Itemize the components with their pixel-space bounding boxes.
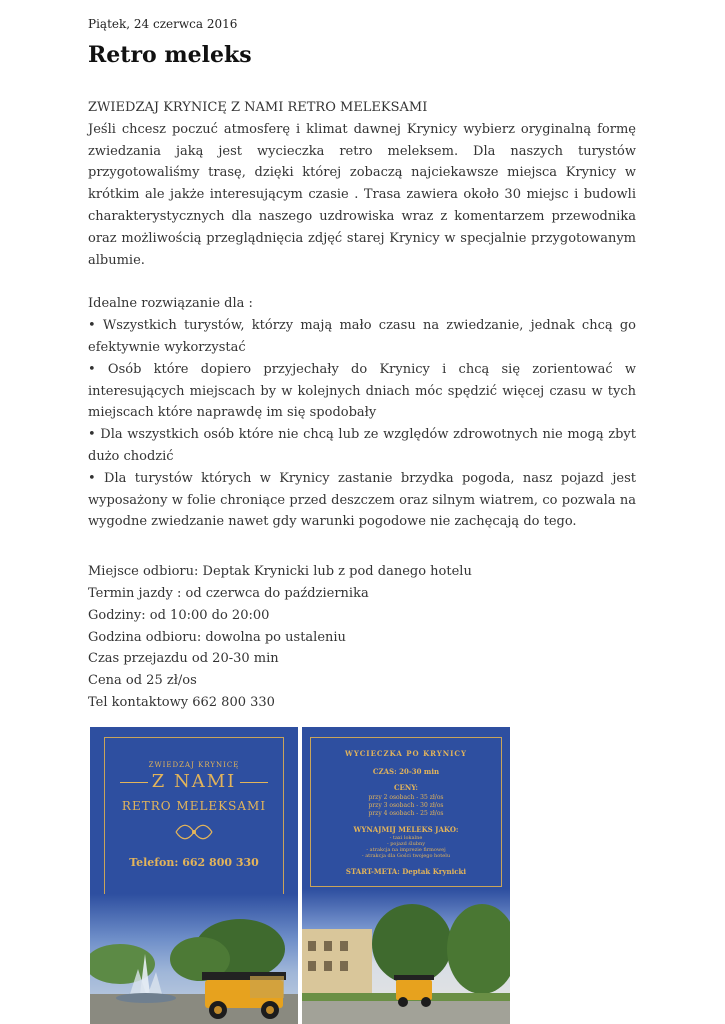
poster-right-prices-heading: CENY: <box>393 783 419 792</box>
poster-left-mid: RETRO MELEKSAMI <box>121 799 267 813</box>
ornament-icon <box>174 821 214 843</box>
article-body <box>88 97 636 714</box>
info-pickup-time: Godzina odbioru: dowolna po ustaleniu <box>88 629 346 645</box>
info-duration: Czas przejazdu od 20-30 min <box>88 651 279 667</box>
ideal-item: • Dla wszystkich osób które nie chcą lub ze względów zdrowotnych nie mogą zbyt dużo chodzić <box>88 427 636 464</box>
ideal-item: • Osób które dopiero przyjechały do Krynicy i chcą się zorientować w interesujących miejscach by w kolejnych dniach móc spędzić więcej czasu w tych miejscach które naprawdę im się spodobały <box>88 361 636 421</box>
post-date: Piątek, 24 czerwca 2016 <box>88 17 238 31</box>
info-hours: Godziny: od 10:00 do 20:00 <box>88 607 270 623</box>
poster-right-price: przy 4 osobach - 25 zł/os <box>368 810 444 817</box>
poster-right-start: START-META: Deptak Krynicki <box>345 867 467 876</box>
meleks-town-photo <box>302 889 510 1024</box>
poster-left-small: ZWIEDZAJ KRYNICĘ <box>148 761 240 769</box>
page-title: Retro meleks <box>88 42 252 68</box>
ideal-item: • Wszystkich turystów, którzy mają mało czasu na zwiedzanie, jednak chcą go efektywnie wykorzystać <box>88 318 636 355</box>
poster-right-price: przy 2 osobach - 35 zł/os <box>368 794 444 801</box>
poster-right-rent-item: - taxi lokalne <box>389 835 423 841</box>
poster-left-phone: Telefon: 662 800 330 <box>129 856 259 869</box>
intro-heading: ZWIEDZAJ KRYNICĘ Z NAMI RETRO MELEKSAMI <box>88 100 428 115</box>
info-phone: Tel kontaktowy 662 800 330 <box>88 694 275 710</box>
poster-right-rent-heading: WYNAJMIJ MELEKS JAKO: <box>353 825 459 834</box>
poster-left-big: Z NAMI <box>151 771 237 792</box>
meleks-fountain-photo <box>90 894 298 1024</box>
ideal-item: • Dla turystów których w Krynicy zastanie brzydka pogoda, nasz pojazd jest wyposażony w folie chroniące przed deszczem oraz silnym wiatrem, co pozwala na wygodne zwiedzanie nawet gdy warunki pogodowe nie zachęcają do tego. <box>88 470 636 530</box>
intro-paragraph: Jeśli chcesz poczuć atmosferę i klimat dawnej Krynicy wybierz oryginalną formę zwiedzania jaką jest wycieczka retro meleksem. Dla naszych turystów przygotowaliśmy trasę, dzięki której zobaczą najciekawsze miejsca Krynicy w krótkim ale jakże interesującym czasie . Trasa zawiera około 30 miejsc i budowli charakterystycznych dla naszego uzdrowiska wraz z komentarzem przewodnika oraz możliwością przeglądnięcia zdjęć starej Krynicy w specjalnie przygotowanym albumie. <box>88 121 636 268</box>
poster-right-price: przy 3 osobach - 30 zł/os <box>368 802 444 809</box>
poster-right-time: CZAS: 20-30 min <box>372 767 440 776</box>
info-price: Cena od 25 zł/os <box>88 673 197 689</box>
info-pickup: Miejsce odbioru: Deptak Krynicki lub z pod danego hotelu <box>88 564 472 580</box>
poster-right-rent-item: - pojazd ślubny <box>386 841 426 847</box>
poster-right-rent-item: - atrakcja na imprezie firmowej <box>366 847 446 853</box>
poster-right-rent-item: - atrakcja dla Gości twojego hotelu <box>361 853 451 859</box>
info-term: Termin jazdy : od czerwca do października <box>88 585 369 601</box>
poster-right[interactable] <box>302 727 510 1024</box>
ideal-heading: Idealne rozwiązanie dla : <box>88 296 253 312</box>
poster-gallery <box>90 727 510 1024</box>
poster-left[interactable] <box>90 727 298 1024</box>
poster-right-heading: WYCIECZKA PO KRYNICY <box>345 749 467 758</box>
